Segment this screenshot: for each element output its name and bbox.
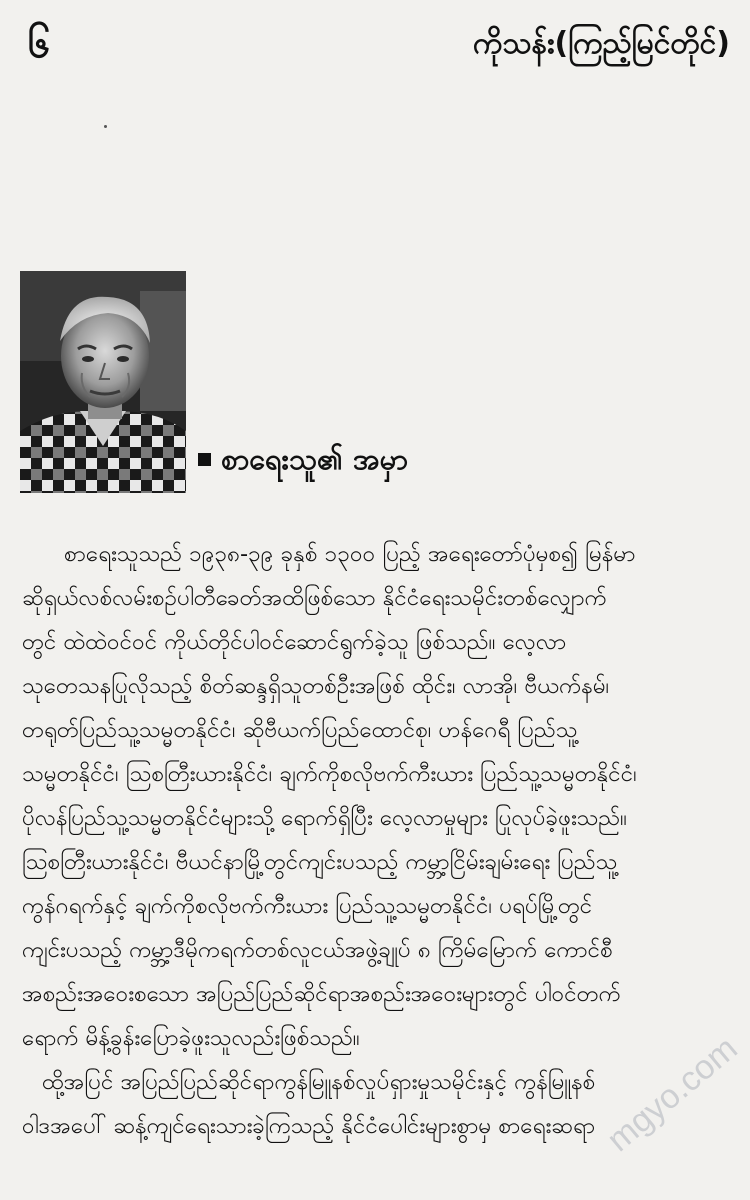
body-line: တွင် ထဲထဲဝင်ဝင် ကိုယ်တိုင်ပါဝင်ဆောင်ရွက်ခဲ့သူ ဖြစ်သည်။ လေ့လာ (22, 629, 567, 655)
section-heading (198, 438, 408, 480)
section-heading-text: စာရေးသူ၏ အမှာ (221, 442, 409, 476)
body-line: ဩစတြီးယားနိုင်ငံ၊ ဗီယင်နာမြို့တွင်ကျင်းပသည့် ကမ္ဘာ့ငြိမ်းချမ်းရေး ပြည်သူ့ (22, 849, 618, 875)
body-line: ပိုလန်ပြည်သူ့သမ္မတနိုင်ငံများသို့ ရောက်ရှိပြီး လေ့လာမှုများ ပြုလုပ်ခဲ့ဖူးသည်။ (22, 805, 627, 831)
body-line: သမ္မတနိုင်ငံ၊ ဩစတြီးယားနိုင်ငံ၊ ချက်ကိုစလိုဗက်ကီးယား ပြည်သူ့သမ္မတနိုင်ငံ၊ (22, 761, 637, 787)
body-text (22, 532, 728, 1148)
author-portrait-photo (20, 271, 186, 493)
running-title: ကိုသန်း(ကြည့်မြင်တိုင်) (473, 26, 730, 61)
print-speck (104, 125, 107, 128)
watermark: mgyo.com (600, 1029, 745, 1160)
body-line: ကွန်ဂရက်နှင့် ချက်ကိုစလိုဗက်ကီးယား ပြည်သူ့သမ္မတနိုင်ငံ၊ ပရပ်မြို့တွင် (22, 893, 593, 919)
body-line: ကျင်းပသည့် ကမ္ဘာ့ဒီမိုကရက်တစ်လူငယ်အဖွဲ့ချုပ် ၈ ကြိမ်မြောက် ကောင်စီ (22, 937, 613, 963)
body-line: ထို့အပြင် အပြည်ပြည်ဆိုင်ရာကွန်မြူနစ်လှုပ်ရှားမှုသမိုင်းနှင့် ကွန်မြူနစ် (42, 1069, 596, 1095)
body-line: ဝါဒအပေါ် ဆန့်ကျင်ရေးသားခဲ့ကြသည့် နိုင်ငံပေါင်းများစွာမှ စာရေးဆရာ (22, 1113, 596, 1139)
body-line: ဆိုရှယ်လစ်လမ်းစဉ်ပါတီခေတ်အထိဖြစ်သော နိုင်ငံရေးသမိုင်းတစ်လျှောက် (22, 585, 607, 611)
body-line: ရောက် မိန့်ခွန်းပြောခဲ့ဖူးသူလည်းဖြစ်သည်။ (22, 1025, 360, 1051)
body-line: သုတေသနပြုလိုသည့် စိတ်ဆန္ဒရှိသူတစ်ဦးအဖြစ် ထိုင်း၊ လာအို၊ ဗီယက်နမ်၊ (22, 673, 610, 699)
body-line: စာရေးသူသည် ၁၉၃၈-၃၉ ခုနှစ် ၁၃၀၀ ပြည့် အရေးတော်ပုံမှစ၍ မြန်မာ (64, 541, 636, 567)
square-bullet-icon (198, 453, 211, 466)
page-number: ၆ (28, 21, 51, 67)
body-line: အစည်းအဝေးစသော အပြည်ပြည်ဆိုင်ရာအစည်းအဝေးများတွင် ပါဝင်တက် (22, 981, 621, 1007)
body-line: တရုတ်ပြည်သူ့သမ္မတနိုင်ငံ၊ ဆိုဗီယက်ပြည်ထောင်စု၊ ဟန်ဂေရီ ပြည်သူ့ (22, 717, 578, 743)
